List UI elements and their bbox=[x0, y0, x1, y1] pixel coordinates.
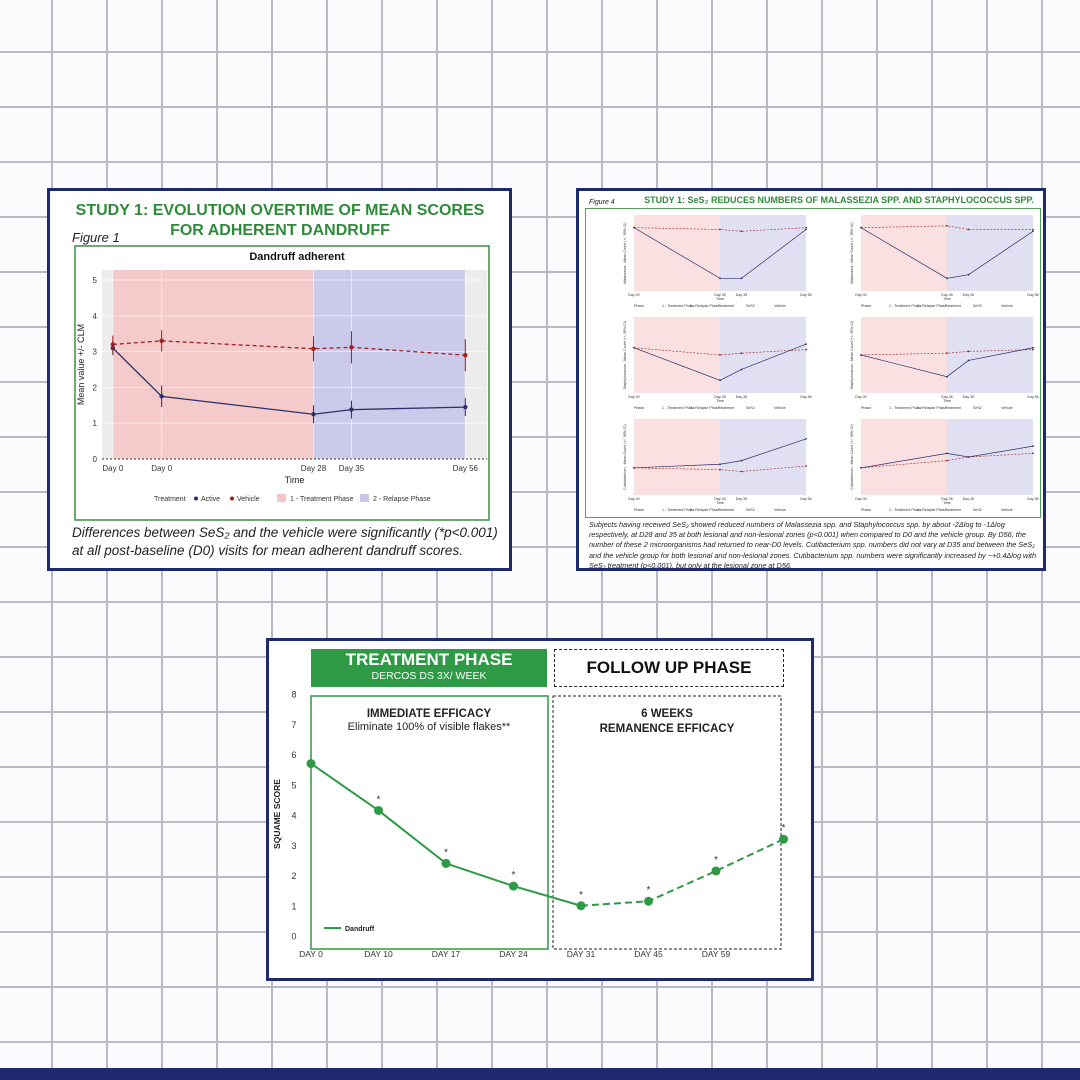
legend-label: Dandruff bbox=[345, 926, 375, 933]
significance-star: * bbox=[376, 794, 381, 806]
data-point bbox=[307, 759, 316, 768]
legend-label: Phase bbox=[861, 406, 872, 410]
phase-region bbox=[720, 419, 806, 495]
x-tick-label: Day 56 bbox=[452, 464, 478, 473]
treatment-phase-header bbox=[311, 649, 547, 687]
significance-star: * bbox=[444, 847, 448, 859]
y-axis-label: Staphylococcus - Mean Count (+/- 95% CI) bbox=[850, 320, 854, 390]
x-tick-label: Day 00 bbox=[628, 497, 640, 501]
y-tick-label: 0 bbox=[291, 931, 297, 942]
significance-star: * bbox=[714, 854, 718, 866]
x-tick-label: Day 28 bbox=[714, 395, 726, 399]
y-tick-label: 5 bbox=[92, 276, 97, 285]
figure-label: Figure 4 bbox=[589, 199, 615, 206]
data-point bbox=[1032, 347, 1034, 349]
data-point bbox=[968, 274, 970, 276]
data-point bbox=[741, 369, 743, 371]
data-point bbox=[509, 882, 518, 891]
data-point bbox=[463, 353, 467, 357]
x-tick-label: DAY 0 bbox=[299, 949, 323, 959]
x-axis-label: Time bbox=[716, 297, 724, 301]
data-point bbox=[805, 438, 807, 440]
data-point bbox=[860, 354, 862, 356]
data-point bbox=[719, 379, 721, 381]
x-tick-label: Day 00 bbox=[855, 497, 867, 501]
data-point bbox=[741, 352, 743, 354]
x-tick-label: Day 35 bbox=[338, 464, 365, 473]
x-tick-label: Day 00 bbox=[628, 395, 640, 399]
legend-label: Active bbox=[201, 496, 221, 503]
legend-label: Vehicle bbox=[774, 304, 786, 308]
legend-label: 1 - Treatment Phase bbox=[662, 508, 695, 512]
x-tick-label: Day 28 bbox=[714, 497, 726, 501]
y-tick-label: 5 bbox=[291, 780, 297, 791]
x-tick-label: DAY 31 bbox=[566, 949, 596, 959]
legend-label: 1 - Treatment Phase bbox=[889, 304, 922, 308]
data-point bbox=[374, 806, 383, 815]
data-point bbox=[719, 463, 721, 465]
data-point bbox=[1032, 230, 1034, 232]
legend-label: 2 - Relapse Phase bbox=[373, 496, 431, 503]
y-axis-label: Cutibacterium - Mean Count (+/- 95% CI) bbox=[850, 424, 854, 490]
x-tick-label: DAY 24 bbox=[499, 949, 528, 959]
panel2-note: Subjects having received SeS₂ showed reduced numbers of Malassezia spp. and Staphylococcus spp. by about -2Δlog to -1Δlog respectively, at D28 and 35 at both lesional and non-lesional zones (p<0.001) when compared to D0 and the vehicle group. By D56, the number of these 2 microorganisms had returned to near-D0 levels. Cutibacterium spp. numbers did not vary at D35 and between the SeS₂ and the vehicle group for both lesional and non-lesional zones. Cutibacterium spp. numbers were significantly increased by ~+0.4Δlog with SeS₂ treatment (p<0.001), but only at the lesional zone at D56. bbox=[589, 520, 1037, 570]
treatment-phase-subtitle: DERCOS DS 3X/ WEEK bbox=[371, 670, 487, 682]
series-line-dashed bbox=[581, 839, 784, 906]
legend-label: Phase bbox=[634, 304, 645, 308]
legend-label: Vehicle bbox=[1001, 406, 1013, 410]
data-point bbox=[805, 349, 807, 351]
x-tick-label: Day 35 bbox=[962, 497, 975, 501]
figure-label: Figure 1 bbox=[72, 230, 120, 245]
phase-region bbox=[720, 317, 806, 393]
data-point bbox=[860, 227, 862, 229]
x-tick-label: Day 35 bbox=[735, 497, 748, 501]
legend-label: Treatment bbox=[718, 406, 735, 410]
significance-star: * bbox=[579, 889, 583, 901]
x-tick-label: Day 35 bbox=[735, 293, 748, 297]
adherent-dandruff-panel bbox=[47, 188, 512, 571]
squame-score-chart bbox=[269, 689, 809, 979]
y-tick-label: 3 bbox=[291, 840, 297, 851]
data-point bbox=[860, 467, 862, 469]
series-line-solid bbox=[311, 764, 581, 906]
y-tick-label: 1 bbox=[291, 901, 297, 912]
data-point bbox=[805, 227, 807, 229]
data-point bbox=[741, 230, 743, 232]
y-tick-label: 2 bbox=[291, 871, 297, 881]
y-tick-label: 4 bbox=[291, 810, 297, 821]
x-tick-label: Day 56 bbox=[1027, 293, 1039, 297]
y-axis-label: Cutibacterium - Mean Count (+/- 95% CI) bbox=[623, 424, 627, 490]
legend-label: 2 - Relapse Phase bbox=[690, 508, 720, 512]
x-tick-label: Day 56 bbox=[1027, 497, 1039, 501]
y-axis-label: Malassezia - Mean Count (+/- 95% CI) bbox=[850, 222, 854, 284]
x-axis-label: Time bbox=[284, 475, 305, 485]
data-point bbox=[712, 866, 721, 875]
phase-region bbox=[947, 317, 1033, 393]
x-tick-label: Day 56 bbox=[1027, 395, 1039, 399]
y-tick-label: 6 bbox=[291, 750, 297, 760]
x-tick-label: Day 28 bbox=[300, 464, 327, 473]
legend-label: Treatment bbox=[945, 406, 962, 410]
data-point bbox=[349, 407, 353, 411]
data-point bbox=[633, 347, 635, 349]
legend-label: 2 - Relapse Phase bbox=[917, 304, 947, 308]
data-point bbox=[1032, 229, 1034, 231]
treatment-phase-title: TREATMENT PHASE bbox=[345, 650, 513, 669]
phase-region bbox=[634, 317, 720, 393]
y-axis-label: Malassezia - Mean Count (+/- 95% CI) bbox=[623, 222, 627, 284]
data-point bbox=[719, 277, 721, 279]
data-point bbox=[644, 897, 653, 906]
significance-star: * bbox=[511, 870, 516, 882]
panel1-note: Differences between SeS₂ and the vehicle were significantly (*p<0.001) at all post-baseline (D0) visits for mean adherent dandruff scores. bbox=[72, 525, 498, 558]
data-point bbox=[311, 347, 315, 351]
legend-label: 1 - Treatment Phase bbox=[889, 406, 922, 410]
legend-label: Vehicle bbox=[237, 496, 260, 503]
phase-region bbox=[720, 215, 806, 291]
significance-star: * bbox=[646, 885, 651, 897]
x-axis-label: Time bbox=[716, 501, 724, 505]
x-tick-label: Day 28 bbox=[941, 395, 953, 399]
x-tick-label: Day 0 bbox=[151, 464, 173, 473]
data-point bbox=[741, 460, 743, 462]
legend-label: Vehicle bbox=[1001, 304, 1013, 308]
data-point bbox=[805, 229, 807, 231]
legend-label: SeS2 bbox=[746, 406, 755, 410]
x-tick-label: Day 56 bbox=[800, 497, 812, 501]
data-point bbox=[719, 229, 721, 231]
phase-region bbox=[861, 419, 947, 495]
immediate-efficacy-box bbox=[311, 696, 548, 949]
data-point bbox=[946, 452, 948, 454]
legend-label: Treatment bbox=[945, 304, 962, 308]
data-point bbox=[633, 467, 635, 469]
y-tick-label: 1 bbox=[92, 419, 97, 429]
data-point bbox=[442, 859, 451, 868]
legend-label: SeS2 bbox=[746, 508, 755, 512]
data-point bbox=[968, 229, 970, 231]
data-point bbox=[633, 227, 635, 229]
x-tick-label: Day 0 bbox=[102, 464, 124, 473]
y-tick-label: 4 bbox=[92, 311, 97, 321]
data-point bbox=[968, 456, 970, 458]
data-point bbox=[463, 405, 467, 409]
legend-label: Phase bbox=[634, 406, 645, 410]
legend-label: 2 - Relapse Phase bbox=[690, 406, 720, 410]
data-point bbox=[946, 376, 948, 378]
legend-label: 2 - Relapse Phase bbox=[917, 508, 947, 512]
y-tick-label: 2 bbox=[92, 383, 97, 393]
data-point bbox=[159, 394, 163, 398]
legend-label: SeS2 bbox=[973, 406, 982, 410]
legend-label: 2 - Relapse Phase bbox=[917, 406, 947, 410]
x-tick-label: Day 35 bbox=[735, 395, 748, 399]
legend-label: SeS2 bbox=[973, 304, 982, 308]
x-axis-label: Time bbox=[716, 399, 724, 403]
legend-label: Phase bbox=[634, 508, 645, 512]
y-tick-label: 3 bbox=[92, 347, 97, 357]
microbiome-panel bbox=[576, 188, 1046, 571]
legend-label: 2 - Relapse Phase bbox=[690, 304, 720, 308]
significance-star: * bbox=[781, 823, 786, 835]
x-tick-label: Day 28 bbox=[941, 293, 953, 297]
data-point bbox=[719, 354, 721, 356]
box1-subtitle: Eliminate 100% of visible flakes** bbox=[347, 721, 511, 733]
legend-label: 1 - Treatment Phase bbox=[290, 496, 354, 503]
legend-label: Vehicle bbox=[1001, 508, 1013, 512]
data-point bbox=[741, 277, 743, 279]
phase-region bbox=[947, 215, 1033, 291]
x-tick-label: DAY 17 bbox=[431, 949, 461, 959]
legend-label: Vehicle bbox=[774, 508, 786, 512]
legend-swatch-treatment bbox=[277, 494, 286, 502]
data-point bbox=[779, 835, 788, 844]
data-point bbox=[111, 342, 115, 346]
legend-label: 1 - Treatment Phase bbox=[889, 508, 922, 512]
data-point bbox=[805, 465, 807, 467]
x-tick-label: Day 56 bbox=[800, 293, 812, 297]
y-axis-label: SQUAME SCORE bbox=[272, 779, 282, 849]
panel2-title: STUDY 1: SeS₂ REDUCES NUMBERS OF MALASSEZIA SPP. AND STAPHYLOCOCCUS SPP. bbox=[644, 195, 1034, 205]
phase-region bbox=[634, 419, 720, 495]
x-tick-label: DAY 59 bbox=[701, 949, 731, 959]
legend-label: Treatment bbox=[718, 304, 735, 308]
box2-title: 6 WEEKS bbox=[641, 708, 693, 720]
x-tick-label: Day 28 bbox=[714, 293, 726, 297]
data-point bbox=[1032, 452, 1034, 454]
follow-up-phase-header: FOLLOW UP PHASE bbox=[554, 649, 784, 687]
phase-region bbox=[861, 317, 947, 393]
data-point bbox=[946, 460, 948, 462]
data-point bbox=[719, 469, 721, 471]
y-axis-label: Staphylococcus - Mean Count (+/- 95% CI) bbox=[623, 320, 627, 390]
data-point bbox=[805, 343, 807, 345]
legend-label: Treatment bbox=[718, 508, 735, 512]
box1-title: IMMEDIATE EFFICACY bbox=[366, 708, 492, 720]
legend-label: Phase bbox=[861, 508, 872, 512]
legend-label: Vehicle bbox=[774, 406, 786, 410]
y-tick-label: 7 bbox=[291, 719, 297, 730]
legend-label: SeS2 bbox=[746, 304, 755, 308]
phase-region bbox=[113, 270, 314, 459]
legend-label: SeS2 bbox=[973, 508, 982, 512]
box2-subtitle: REMANENCE EFFICACY bbox=[599, 723, 735, 735]
chart1-title: Dandruff adherent bbox=[249, 251, 345, 263]
x-tick-label: Day 00 bbox=[855, 293, 867, 297]
x-tick-label: DAY 10 bbox=[364, 949, 393, 959]
x-axis-label: Time bbox=[943, 399, 951, 403]
legend-title: Treatment bbox=[154, 496, 186, 503]
data-point bbox=[741, 471, 743, 473]
legend-swatch-relapse bbox=[360, 494, 369, 502]
data-point bbox=[968, 350, 970, 352]
y-axis-label: Mean value +/- CLM bbox=[76, 323, 86, 406]
data-point bbox=[311, 412, 315, 416]
x-tick-label: Day 35 bbox=[962, 395, 975, 399]
squame-score-panel bbox=[266, 638, 814, 981]
legend-label: Phase bbox=[861, 304, 872, 308]
legend-marker-active bbox=[194, 497, 198, 501]
microbiome-small-multiples bbox=[585, 208, 1041, 518]
data-point bbox=[946, 352, 948, 354]
x-tick-label: Day 00 bbox=[628, 293, 640, 297]
x-tick-label: DAY 45 bbox=[634, 949, 663, 959]
phase-region bbox=[313, 270, 465, 459]
data-point bbox=[1032, 445, 1034, 447]
data-point bbox=[946, 225, 948, 227]
data-point bbox=[946, 277, 948, 279]
x-tick-label: Day 28 bbox=[941, 497, 953, 501]
legend-label: Treatment bbox=[945, 508, 962, 512]
x-tick-label: Day 00 bbox=[855, 395, 867, 399]
data-point bbox=[968, 360, 970, 362]
y-tick-label: 0 bbox=[92, 455, 97, 464]
bottom-bar bbox=[0, 1068, 1080, 1080]
x-axis-label: Time bbox=[943, 501, 951, 505]
legend-label: 1 - Treatment Phase bbox=[662, 406, 695, 410]
legend-marker-vehicle bbox=[230, 497, 234, 501]
legend-label: 1 - Treatment Phase bbox=[662, 304, 695, 308]
x-tick-label: Day 35 bbox=[962, 293, 975, 297]
data-point bbox=[1032, 349, 1034, 351]
data-point bbox=[349, 345, 353, 349]
x-axis-label: Time bbox=[943, 297, 951, 301]
data-point bbox=[577, 901, 586, 910]
panel1-title: STUDY 1: EVOLUTION OVERTIME OF MEAN SCORES FOR ADHERENT DANDRUFF bbox=[75, 202, 485, 239]
x-tick-label: Day 56 bbox=[800, 395, 812, 399]
data-point bbox=[159, 339, 163, 343]
phase-region bbox=[947, 419, 1033, 495]
dandruff-adherent-chart bbox=[72, 244, 492, 524]
y-tick-label: 8 bbox=[291, 689, 297, 700]
